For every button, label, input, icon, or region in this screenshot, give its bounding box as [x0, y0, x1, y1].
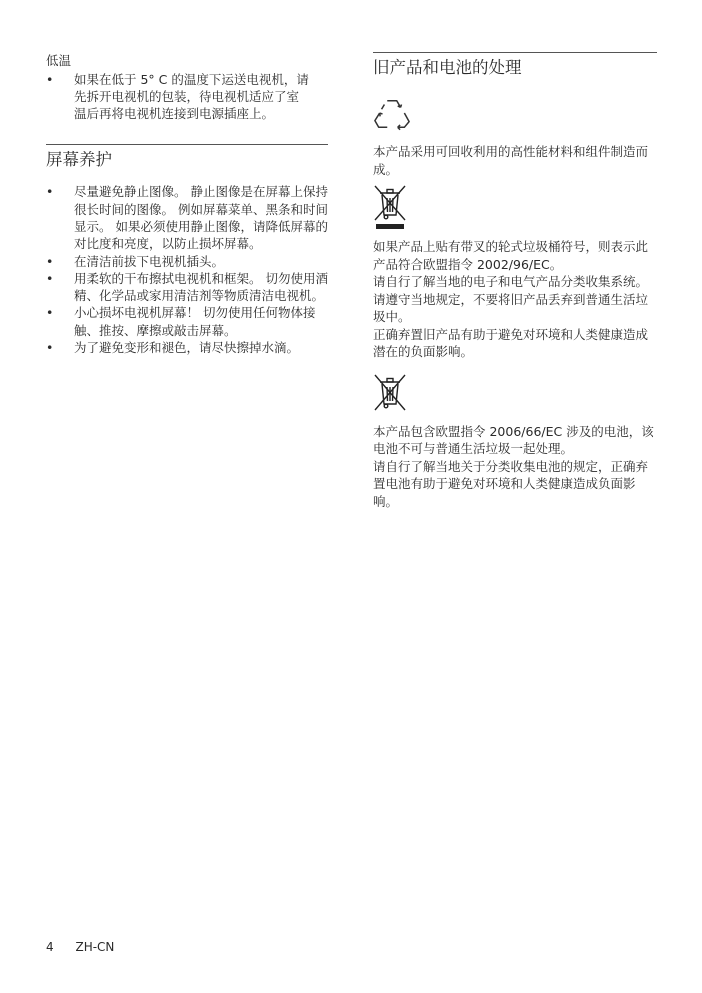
right-column	[373, 52, 657, 510]
disposal-heading: 旧产品和电池的处理	[373, 58, 522, 77]
bullet: •	[46, 340, 54, 356]
crossed-bin-icon	[373, 184, 407, 230]
language-code: ZH-CN	[75, 940, 115, 954]
screen-care-heading: 屏幕养护	[46, 150, 112, 170]
low-temp-heading: 低温	[46, 53, 72, 68]
list-item	[46, 270, 328, 305]
recycle-icon	[373, 95, 411, 133]
bullet: •	[46, 253, 54, 269]
screen-care-item-3: 用柔软的干布擦拭电视机和框架。 切勿使用酒精、化学品或家用清洁剂等物质清洁电视机。	[74, 270, 328, 304]
bullet: •	[46, 71, 54, 87]
section-divider	[373, 52, 657, 53]
list-item	[46, 339, 328, 356]
battery-paragraph: 请自行了解当地关于分类收集电池的规定，正确弃置电池有助于避免对环境和人类健康造成负面影响。	[373, 458, 649, 509]
battery-paragraph: 本产品包含欧盟指令 2006/66/EC 涉及的电池，该电池不可与普通生活垃圾一起处理。	[373, 423, 654, 456]
screen-care-item-2: 在清洁前拔下电视机插头。	[74, 253, 225, 269]
weee-paragraph: 请遵守当地规定，不要将旧产品丢弃到普通生活垃圾中。	[373, 291, 649, 324]
screen-care-list	[46, 183, 328, 356]
weee-paragraph: 请自行了解当地的电子和电气产品分类收集系统。	[373, 274, 649, 289]
crossed-bin-icon	[373, 373, 407, 413]
bullet: •	[46, 270, 54, 286]
screen-care-item-1: 尽量避免静止图像。 静止图像是在屏幕上保持很长时间的图像。 例如屏幕菜单、黑条和时间显示。 如果必须使用静止图像，请降低屏幕的对比度和亮度，以防止损坏屏幕。	[74, 184, 328, 252]
recycle-text: 本产品采用可回收利用的高性能材料和组件制造而成。	[373, 144, 649, 177]
weee-paragraph: 如果产品上贴有带叉的轮式垃圾桶符号，则表示此产品符合欧盟指令 2002/96/EC。	[373, 239, 649, 272]
list-item	[46, 71, 328, 123]
low-temp-list	[46, 71, 328, 123]
list-item	[46, 253, 328, 270]
section-divider	[46, 144, 328, 145]
screen-care-item-4: 小心损坏电视机屏幕！ 切勿使用任何物体接触、推按、摩擦或敲击屏幕。	[74, 305, 316, 338]
list-item	[46, 304, 328, 339]
screen-care-item-5: 为了避免变形和褪色，请尽快擦掉水滴。	[74, 340, 300, 356]
weee-paragraph: 正确弃置旧产品有助于避免对环境和人类健康造成潜在的负面影响。	[373, 326, 649, 359]
battery-text	[373, 423, 657, 511]
page-number: 4	[46, 940, 54, 954]
weee-text	[373, 238, 657, 361]
page-footer	[46, 940, 132, 954]
list-item	[46, 183, 328, 252]
bullet: •	[46, 184, 54, 200]
left-column	[46, 52, 328, 356]
low-temp-text: 如果在低于 5° C 的温度下运送电视机，请先拆开电视机的包装，待电视机适应了室温后再将电视机连接到电源插座上。	[74, 71, 309, 122]
bullet: •	[46, 305, 54, 321]
